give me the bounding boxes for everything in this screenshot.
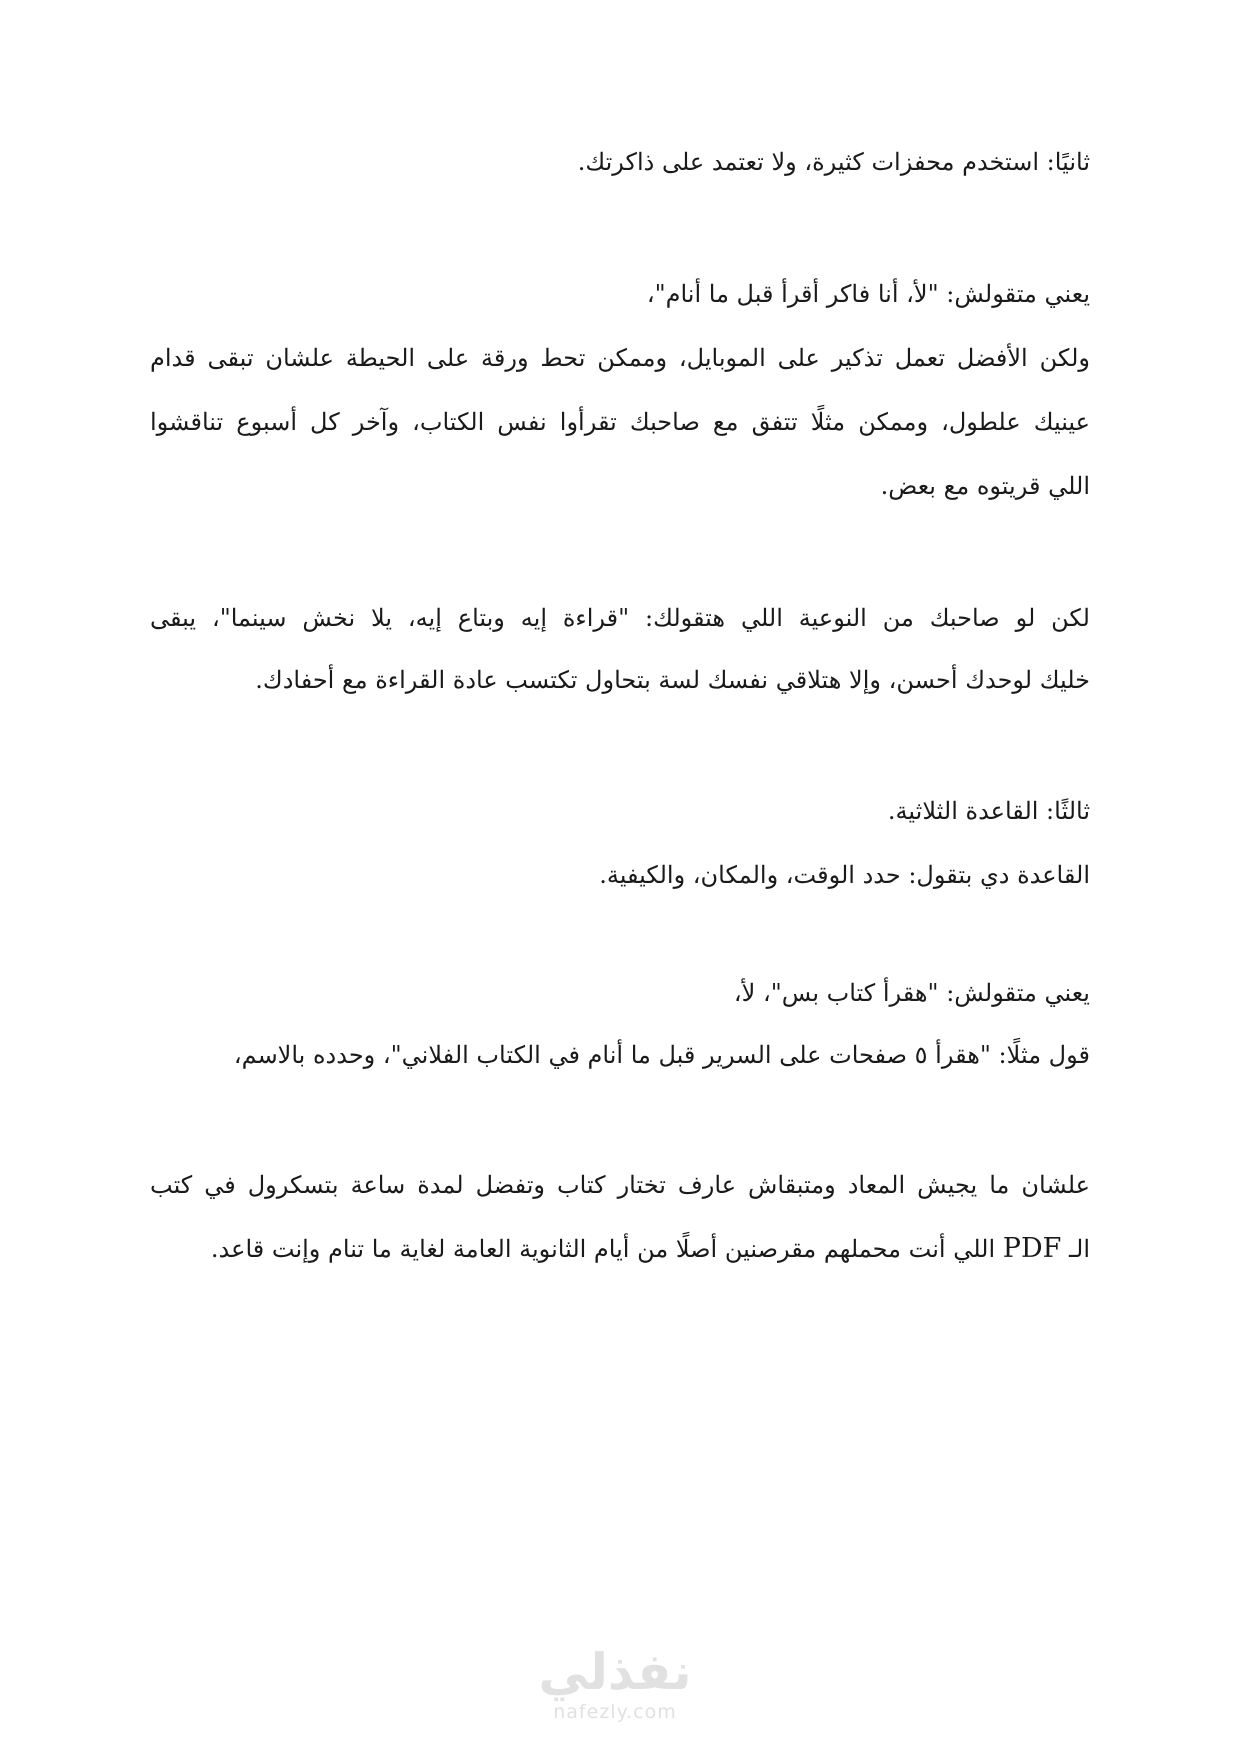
text-line: ثالثًا: القاعدة الثلاثية. bbox=[887, 797, 1090, 825]
text-line: اللي قريتوه مع بعض. bbox=[880, 472, 1090, 500]
text-line: القاعدة دي بتقول: حدد الوقت، والمكان، والكيفية. bbox=[599, 861, 1090, 889]
text-line: قول مثلًا: "هقرأ ٥ صفحات على السرير قبل ما أنام في الكتاب الفلاني"، وحدده بالاسم، bbox=[233, 1041, 1090, 1069]
text-fragment: اللي أنت محملهم مقرصنين أصلًا من أيام الثانوية العامة لغاية ما تنام وإنت قاعد. bbox=[210, 1235, 996, 1263]
text-line: يعني متقولش: "هقرأ كتاب بس"، لأ، bbox=[733, 979, 1090, 1007]
watermark-url: nafezly.com bbox=[553, 1701, 677, 1723]
text-line: لكن لو صاحبك من النوعية اللي هتقولك: "قراءة إيه وبتاع إيه، يلا نخش سينما"، يبقى bbox=[150, 604, 1090, 632]
watermark-logo-text: نفذلي bbox=[538, 1643, 692, 1701]
text-line: يعني متقولش: "لأ، أنا فاكر أقرأ قبل ما أنام"، bbox=[646, 280, 1090, 308]
pdf-term: PDF bbox=[1002, 1233, 1062, 1264]
text-line: ثانيًا: استخدم محفزات كثيرة، ولا تعتمد على ذاكرتك. bbox=[577, 148, 1090, 176]
text-fragment: الـ bbox=[1068, 1235, 1090, 1263]
nafezly-watermark bbox=[510, 1644, 720, 1744]
text-line: ولكن الأفضل تعمل تذكير على الموبايل، وممكن تحط ورقة على الحيطة علشان تبقى قدام bbox=[150, 344, 1090, 372]
text-line bbox=[150, 1229, 1090, 1269]
text-line: عينيك علطول، وممكن مثلًا تتفق مع صاحبك تقرأوا نفس الكتاب، وآخر كل أسبوع تناقشوا bbox=[150, 408, 1090, 436]
text-line: علشان ما يجيش المعاد ومتبقاش عارف تختار كتاب وتفضل لمدة ساعة بتسكرول في كتب bbox=[150, 1171, 1090, 1199]
text-line: خليك لوحدك أحسن، وإلا هتلاقي نفسك لسة بتحاول تكتسب عادة القراءة مع أحفادك. bbox=[255, 666, 1090, 694]
